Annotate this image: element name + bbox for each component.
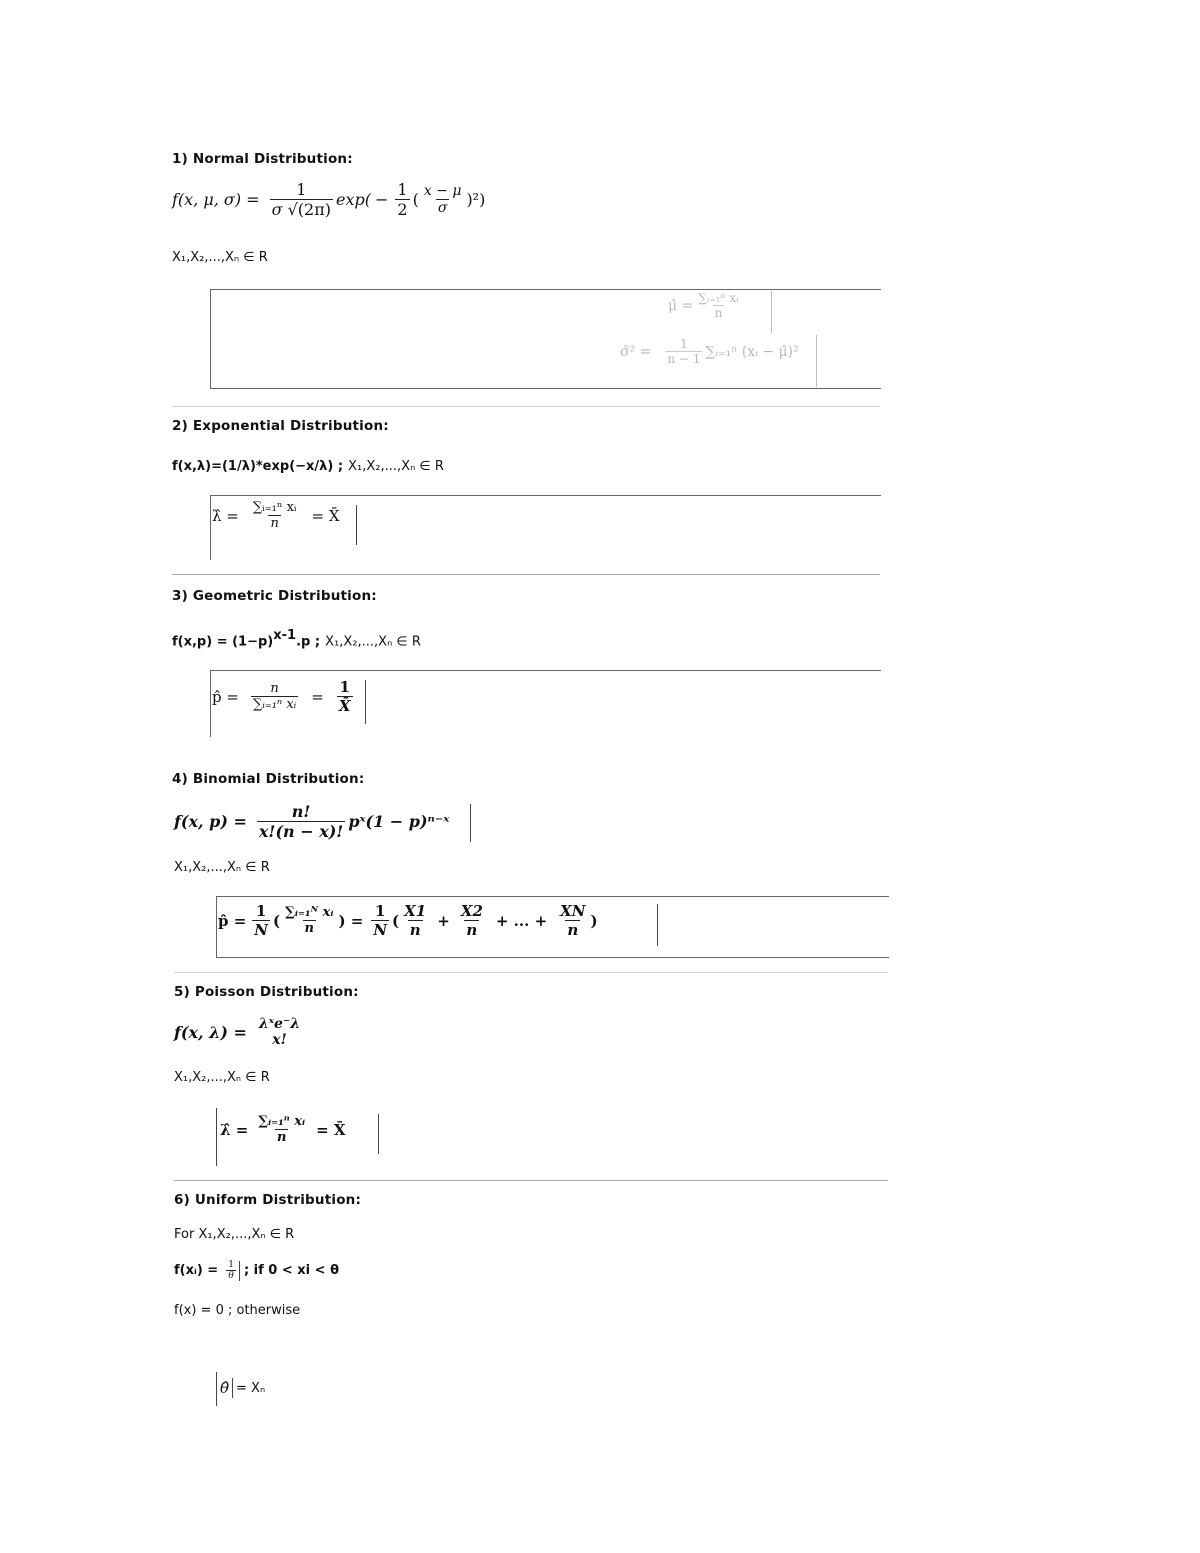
- uniform-otherwise: f(x) = 0 ; otherwise: [174, 1303, 301, 1318]
- geometric-r-den: X̄: [338, 697, 351, 715]
- divider-1: [172, 406, 880, 407]
- geometric-formula-line: [172, 628, 421, 649]
- uniform-left-bar: [216, 1372, 217, 1406]
- binomial-c2-den: N: [373, 921, 388, 939]
- theta-cursor-bar: [232, 1378, 233, 1398]
- uniform-domain: For X₁,X₂,...,Xₙ ∈ R: [174, 1227, 295, 1242]
- binomial-dots: + ... +: [495, 911, 548, 930]
- exponential-heading: 2) Exponential Distribution:: [172, 418, 389, 434]
- uniform-theta: θ: [228, 1271, 234, 1281]
- geometric-fraction: [251, 681, 298, 712]
- poisson-est-num: ∑ᵢ₌₁ⁿ xᵢ: [258, 1114, 306, 1129]
- binomial-cursor-bar: [470, 804, 471, 842]
- sigma-cursor-bar: [816, 335, 817, 387]
- exponential-estimate: [212, 500, 340, 531]
- poisson-cursor-bar: [378, 1114, 379, 1154]
- normal-coef-fraction: [270, 180, 333, 219]
- p-hat: p̂ =: [212, 687, 239, 706]
- poisson-domain: X₁,X₂,...,Xₙ ∈ R: [174, 1070, 270, 1085]
- binomial-c2: [371, 902, 389, 939]
- poisson-den: x!: [272, 1032, 287, 1048]
- sigma-sum: ∑ᵢ₌₁ⁿ (xᵢ − μ̂)²: [705, 343, 799, 360]
- normal-sigma: σ: [271, 200, 283, 219]
- exponential-fraction: [251, 500, 299, 531]
- uniform-cursor-bar: [239, 1261, 240, 1281]
- poisson-num: λˣe⁻λ: [258, 1016, 301, 1032]
- divider-4: [174, 972, 888, 973]
- normal-inner-fraction: [422, 183, 464, 216]
- uniform-fxi: f(xᵢ) =: [174, 1263, 219, 1278]
- normal-close: )²): [466, 190, 486, 209]
- uniform-pdf-line: [174, 1260, 339, 1281]
- binomial-heading: 4) Binomial Distribution:: [172, 771, 365, 787]
- exponential-formula: f(x,λ)=(1/λ)*exp(−x/λ) ;: [172, 459, 344, 474]
- poisson-heading: 5) Poisson Distribution:: [174, 984, 359, 1000]
- binomial-xn: [558, 902, 587, 939]
- geometric-den: ∑ᵢ₌₁ⁿ xᵢ: [252, 697, 297, 712]
- geometric-r-num: 1: [339, 678, 350, 696]
- exponential-num: ∑ᵢ₌₁ⁿ xᵢ: [252, 500, 297, 515]
- mu-den: n: [714, 306, 723, 320]
- binomial-num: n!: [291, 802, 311, 821]
- geometric-formula-tail: .p ;: [296, 634, 321, 650]
- binomial-tail: pˣ(1 − p)ⁿ⁻ˣ: [348, 812, 450, 831]
- uniform-estimate: [220, 1378, 265, 1398]
- binomial-est-cursor-bar: [657, 904, 658, 946]
- theta-estimate: = Xₙ: [236, 1380, 266, 1396]
- geometric-num: n: [270, 681, 279, 696]
- uniform-condition: ; if 0 < xi < θ: [243, 1263, 340, 1278]
- geometric-heading: 3) Geometric Distribution:: [172, 588, 377, 604]
- exponential-den: n: [270, 516, 279, 531]
- binomial-open: (: [273, 911, 281, 930]
- normal-half-fraction: [395, 180, 409, 219]
- binomial-xn-num: XN: [560, 902, 586, 920]
- uniform-one: 1: [228, 1260, 234, 1270]
- binomial-x1-den: n: [409, 921, 421, 939]
- sigma-hat: σ̂² =: [620, 343, 652, 360]
- normal-half-num: 1: [397, 180, 408, 199]
- poisson-est-den: n: [276, 1130, 287, 1145]
- lambda-hat: λ̂ =: [212, 506, 239, 525]
- theta-hat: θ̂: [220, 1379, 230, 1397]
- normal-exp: exp(: [335, 190, 371, 209]
- binomial-x2-num: X2: [460, 902, 483, 920]
- geometric-estimate: [212, 678, 356, 715]
- binomial-pmf-formula: [174, 802, 449, 841]
- normal-pdf-formula: [172, 180, 485, 219]
- uniform-heading: 6) Uniform Distribution:: [174, 1192, 362, 1208]
- binomial-close-eq: ) =: [338, 911, 364, 930]
- binomial-fraction: [257, 802, 345, 841]
- mu-fraction: [696, 291, 740, 320]
- poisson-est-fraction: [256, 1114, 307, 1145]
- binomial-xn-den: n: [567, 921, 579, 939]
- normal-fx: f(x, μ, σ) =: [172, 190, 260, 209]
- binomial-x1-num: X1: [404, 902, 427, 920]
- normal-radicand: (2π): [297, 200, 331, 219]
- binomial-c2-num: 1: [374, 902, 386, 920]
- normal-coef-num: 1: [296, 180, 307, 199]
- binomial-sum-fraction: [283, 905, 335, 936]
- uniform-fraction: [226, 1260, 236, 1281]
- exponential-cursor-bar: [356, 505, 357, 545]
- normal-inner-num: x − μ: [423, 183, 462, 199]
- binomial-sum-num: ∑ᵢ₌₁ᴺ xᵢ: [285, 905, 334, 920]
- binomial-open2: (: [392, 911, 400, 930]
- divider-5: [174, 1180, 888, 1181]
- geometric-domain: X₁,X₂,...,Xₙ ∈ R: [325, 634, 421, 650]
- normal-coef-den: σ √(2π): [271, 200, 331, 219]
- poisson-pmf-formula: [174, 1016, 305, 1048]
- normal-open-paren: (: [412, 190, 419, 209]
- geometric-eq: =: [311, 687, 324, 706]
- geometric-cursor-bar: [365, 680, 366, 724]
- poisson-lambda-hat: λ̂ =: [220, 1120, 249, 1139]
- binomial-fx: f(x, p) =: [174, 812, 247, 831]
- normal-sigma-estimate: [620, 337, 799, 366]
- exponential-formula-line: [172, 455, 444, 474]
- mu-hat: μ̂ =: [668, 297, 694, 314]
- sigma-den: n − 1: [667, 352, 701, 366]
- normal-domain: X₁,X₂,...,Xₙ ∈ R: [172, 250, 268, 265]
- binomial-p-hat: p̂ =: [218, 911, 247, 930]
- binomial-sum-den: n: [304, 921, 314, 936]
- binomial-x2-den: n: [466, 921, 478, 939]
- binomial-close2: ): [590, 911, 598, 930]
- exponential-domain: X₁,X₂,...,Xₙ ∈ R: [348, 459, 444, 474]
- binomial-c1: [252, 902, 270, 939]
- poisson-left-bar: [216, 1108, 217, 1166]
- normal-half-den: 2: [397, 200, 408, 219]
- binomial-x1: [402, 902, 428, 939]
- geometric-exponent: x-1: [273, 628, 297, 643]
- poisson-result: = X̄: [316, 1120, 346, 1139]
- divider-2: [172, 574, 880, 575]
- normal-heading: 1) Normal Distribution:: [172, 151, 353, 167]
- binomial-c1-den: N: [254, 921, 268, 939]
- poisson-fx: f(x, λ) =: [174, 1022, 247, 1042]
- poisson-fraction: [257, 1016, 302, 1048]
- binomial-den: x!(n − x)!: [258, 822, 344, 841]
- binomial-c1-num: 1: [255, 902, 267, 920]
- binomial-plus1: +: [437, 911, 450, 930]
- binomial-x2: [459, 902, 485, 939]
- mu-cursor-bar: [771, 291, 772, 333]
- normal-mu-estimate: [668, 291, 744, 320]
- geometric-formula: f(x,p) = (1−p): [172, 634, 274, 650]
- binomial-domain: X₁,X₂,...,Xₙ ∈ R: [174, 860, 270, 875]
- sigma-fraction: [665, 337, 702, 366]
- poisson-estimate: [220, 1114, 346, 1145]
- normal-inner-den: σ: [437, 200, 448, 216]
- mu-num: ∑ᵢ₌₁ⁿ xᵢ: [698, 291, 739, 305]
- normal-minus: −: [374, 190, 389, 209]
- sigma-num: 1: [680, 337, 688, 351]
- geometric-result-fraction: [337, 678, 353, 715]
- binomial-estimate: [218, 902, 598, 939]
- exponential-result: = X̄: [311, 506, 340, 525]
